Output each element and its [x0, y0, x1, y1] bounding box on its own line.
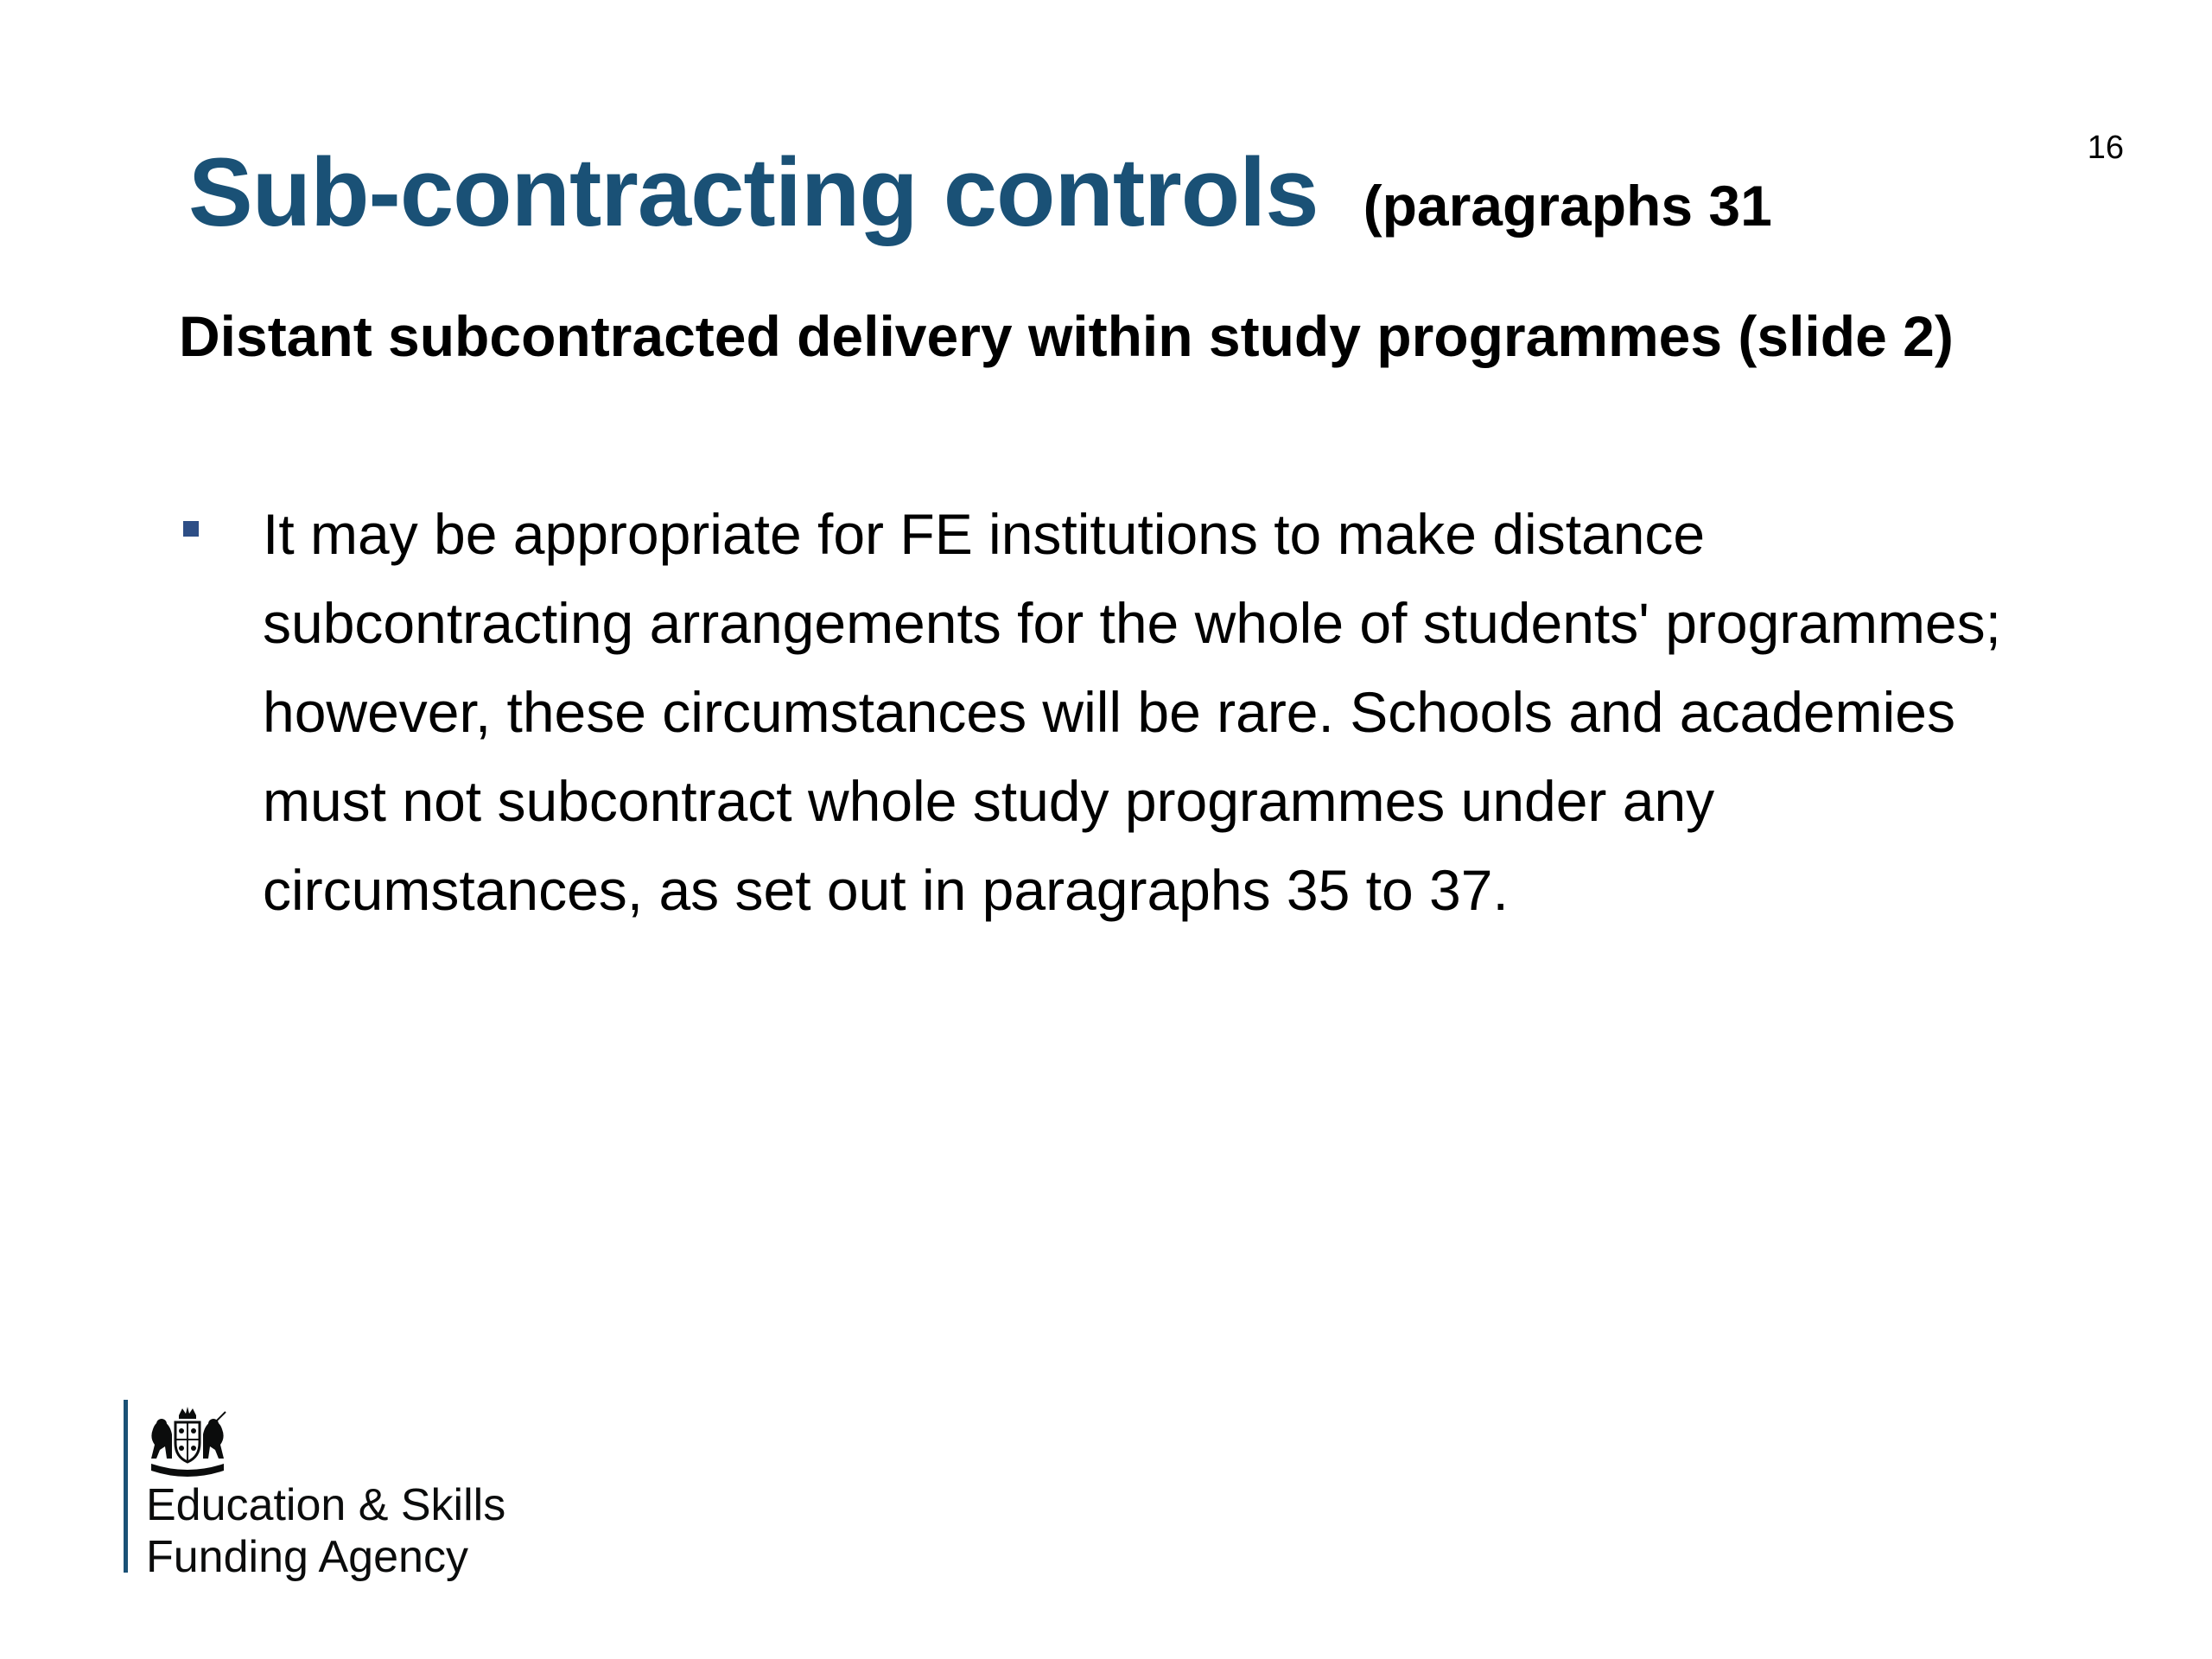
- bullet-text: It may be appropriate for FE institutions to make distance subcontracting arrangements for the whole of students' programmes; however, these circumstances will be rare. Schools and academies must not subcontract whole study programmes under any circumstances, as set out in paragraphs 35 to 37.: [263, 502, 2001, 922]
- title-row: [188, 135, 1772, 251]
- slide-subtitle: Distant subcontracted delivery within study programmes (slide 2): [179, 304, 1954, 368]
- slide-title-suffix: (paragraphs 31: [1363, 174, 1772, 238]
- slide-title: Sub-contracting controls: [188, 138, 1319, 246]
- logo-text-line2: Funding Agency: [146, 1532, 468, 1582]
- logo-divider: [124, 1400, 128, 1573]
- square-bullet-icon: [183, 521, 199, 537]
- logo-text-line1: Education & Skills: [146, 1480, 506, 1530]
- royal-coat-of-arms-icon: [144, 1403, 231, 1481]
- bullet-item: [180, 490, 2072, 935]
- bullet-list: [180, 490, 2072, 935]
- page-number: 16: [2087, 130, 2124, 166]
- logo-text: [146, 1479, 505, 1583]
